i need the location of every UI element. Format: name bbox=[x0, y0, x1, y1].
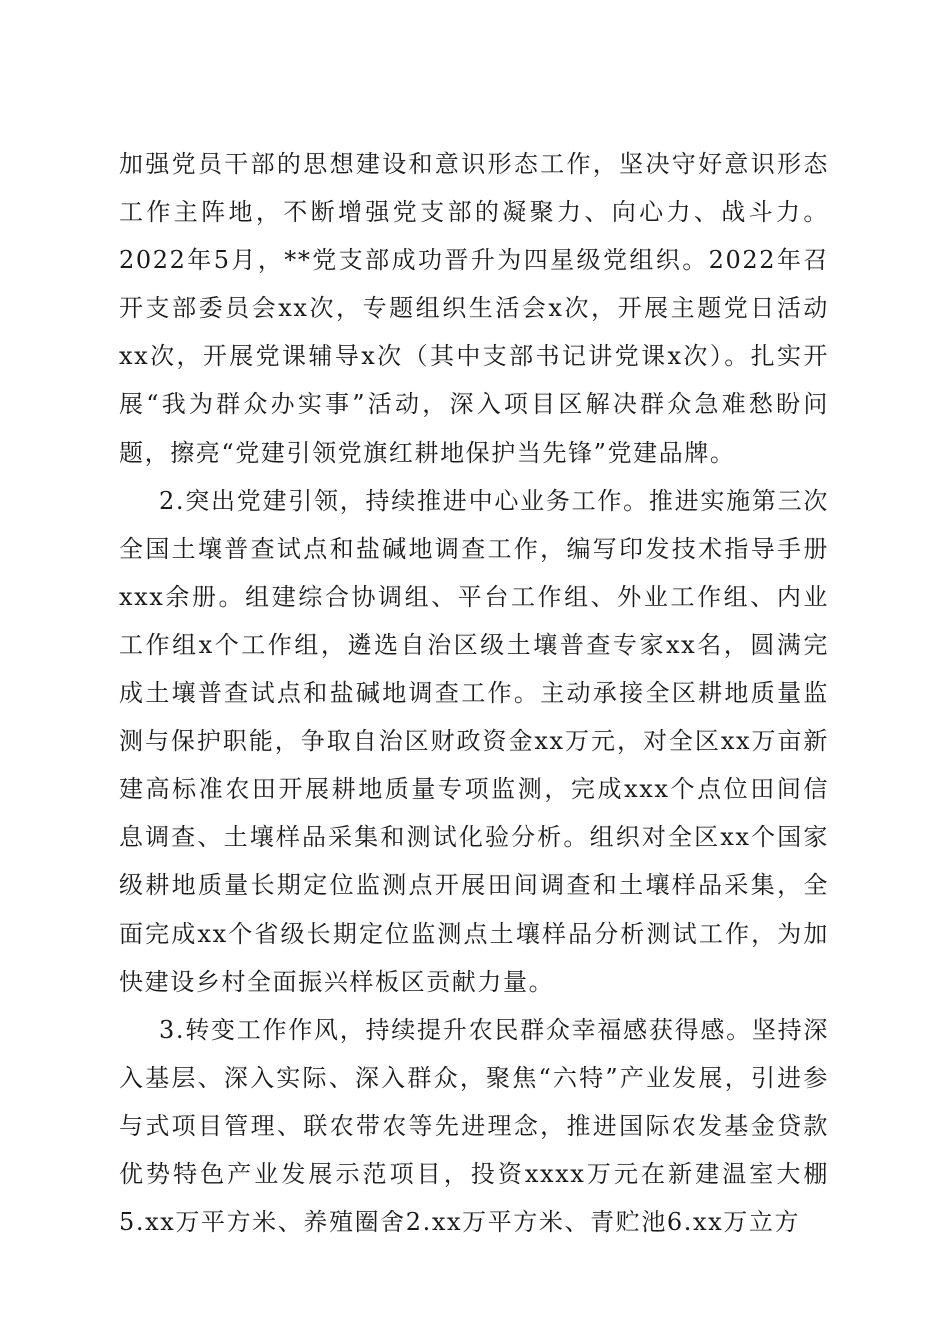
paragraph-party-building-continuation: 加强党员干部的思想建设和意识形态工作，坚决守好意识形态工作主阵地，不断增强党支部的凝聚力、向心力、战斗力。2022年5月，**党支部成功晋升为四星级党组织。2022年召开支部委员会xx次，专题组织生活会x次，开展主题党日活动xx次，开展党课辅导x次（其中支部书记讲党课x次）。扎实开展“我为群众办实事”活动，深入项目区解决群众急难愁盼问题，擦亮“党建引领党旗红耕地保护当先锋”党建品牌。 bbox=[119, 150, 829, 467]
paragraph-core-business: 2.突出党建引领，持续推进中心业务工作。推进实施第三次全国土壤普查试点和盐碱地调查工作，编写印发技术指导手册xxx余册。组建综合协调组、平台工作组、外业工作组、内业工作组x个工作组，遴选自治区级土壤普查专家xx名，圆满完成土壤普查试点和盐碱地调查工作。主动承接全区耕地质量监测与保护职能，争取自治区财政资金xx万元，对全区xx万亩新建高标准农田开展耕地质量专项监测，完成xxx个点位田间信息调查、土壤样品采集和测试化验分析。组织对全区xx个国家级耕地质量长期定位监测点开展田间调查和土壤样品采集，全面完成xx个省级长期定位监测点土壤样品分析测试工作，为加快建设乡村全面振兴样板区贡献力量。 bbox=[119, 486, 829, 996]
paragraph-work-style: 3.转变工作作风，持续提升农民群众幸福感获得感。坚持深入基层、深入实际、深入群众，聚焦“六特”产业发展，引进参与式项目管理、联农带农等先进理念，推进国际农发基金贷款优势特色产业发展示范项目，投资xxxx万元在新建温室大棚5.xx万平方米、养殖圈舍2.xx万平方米、青贮池6.xx万立方 bbox=[119, 1015, 829, 1237]
document-body bbox=[119, 140, 829, 1246]
